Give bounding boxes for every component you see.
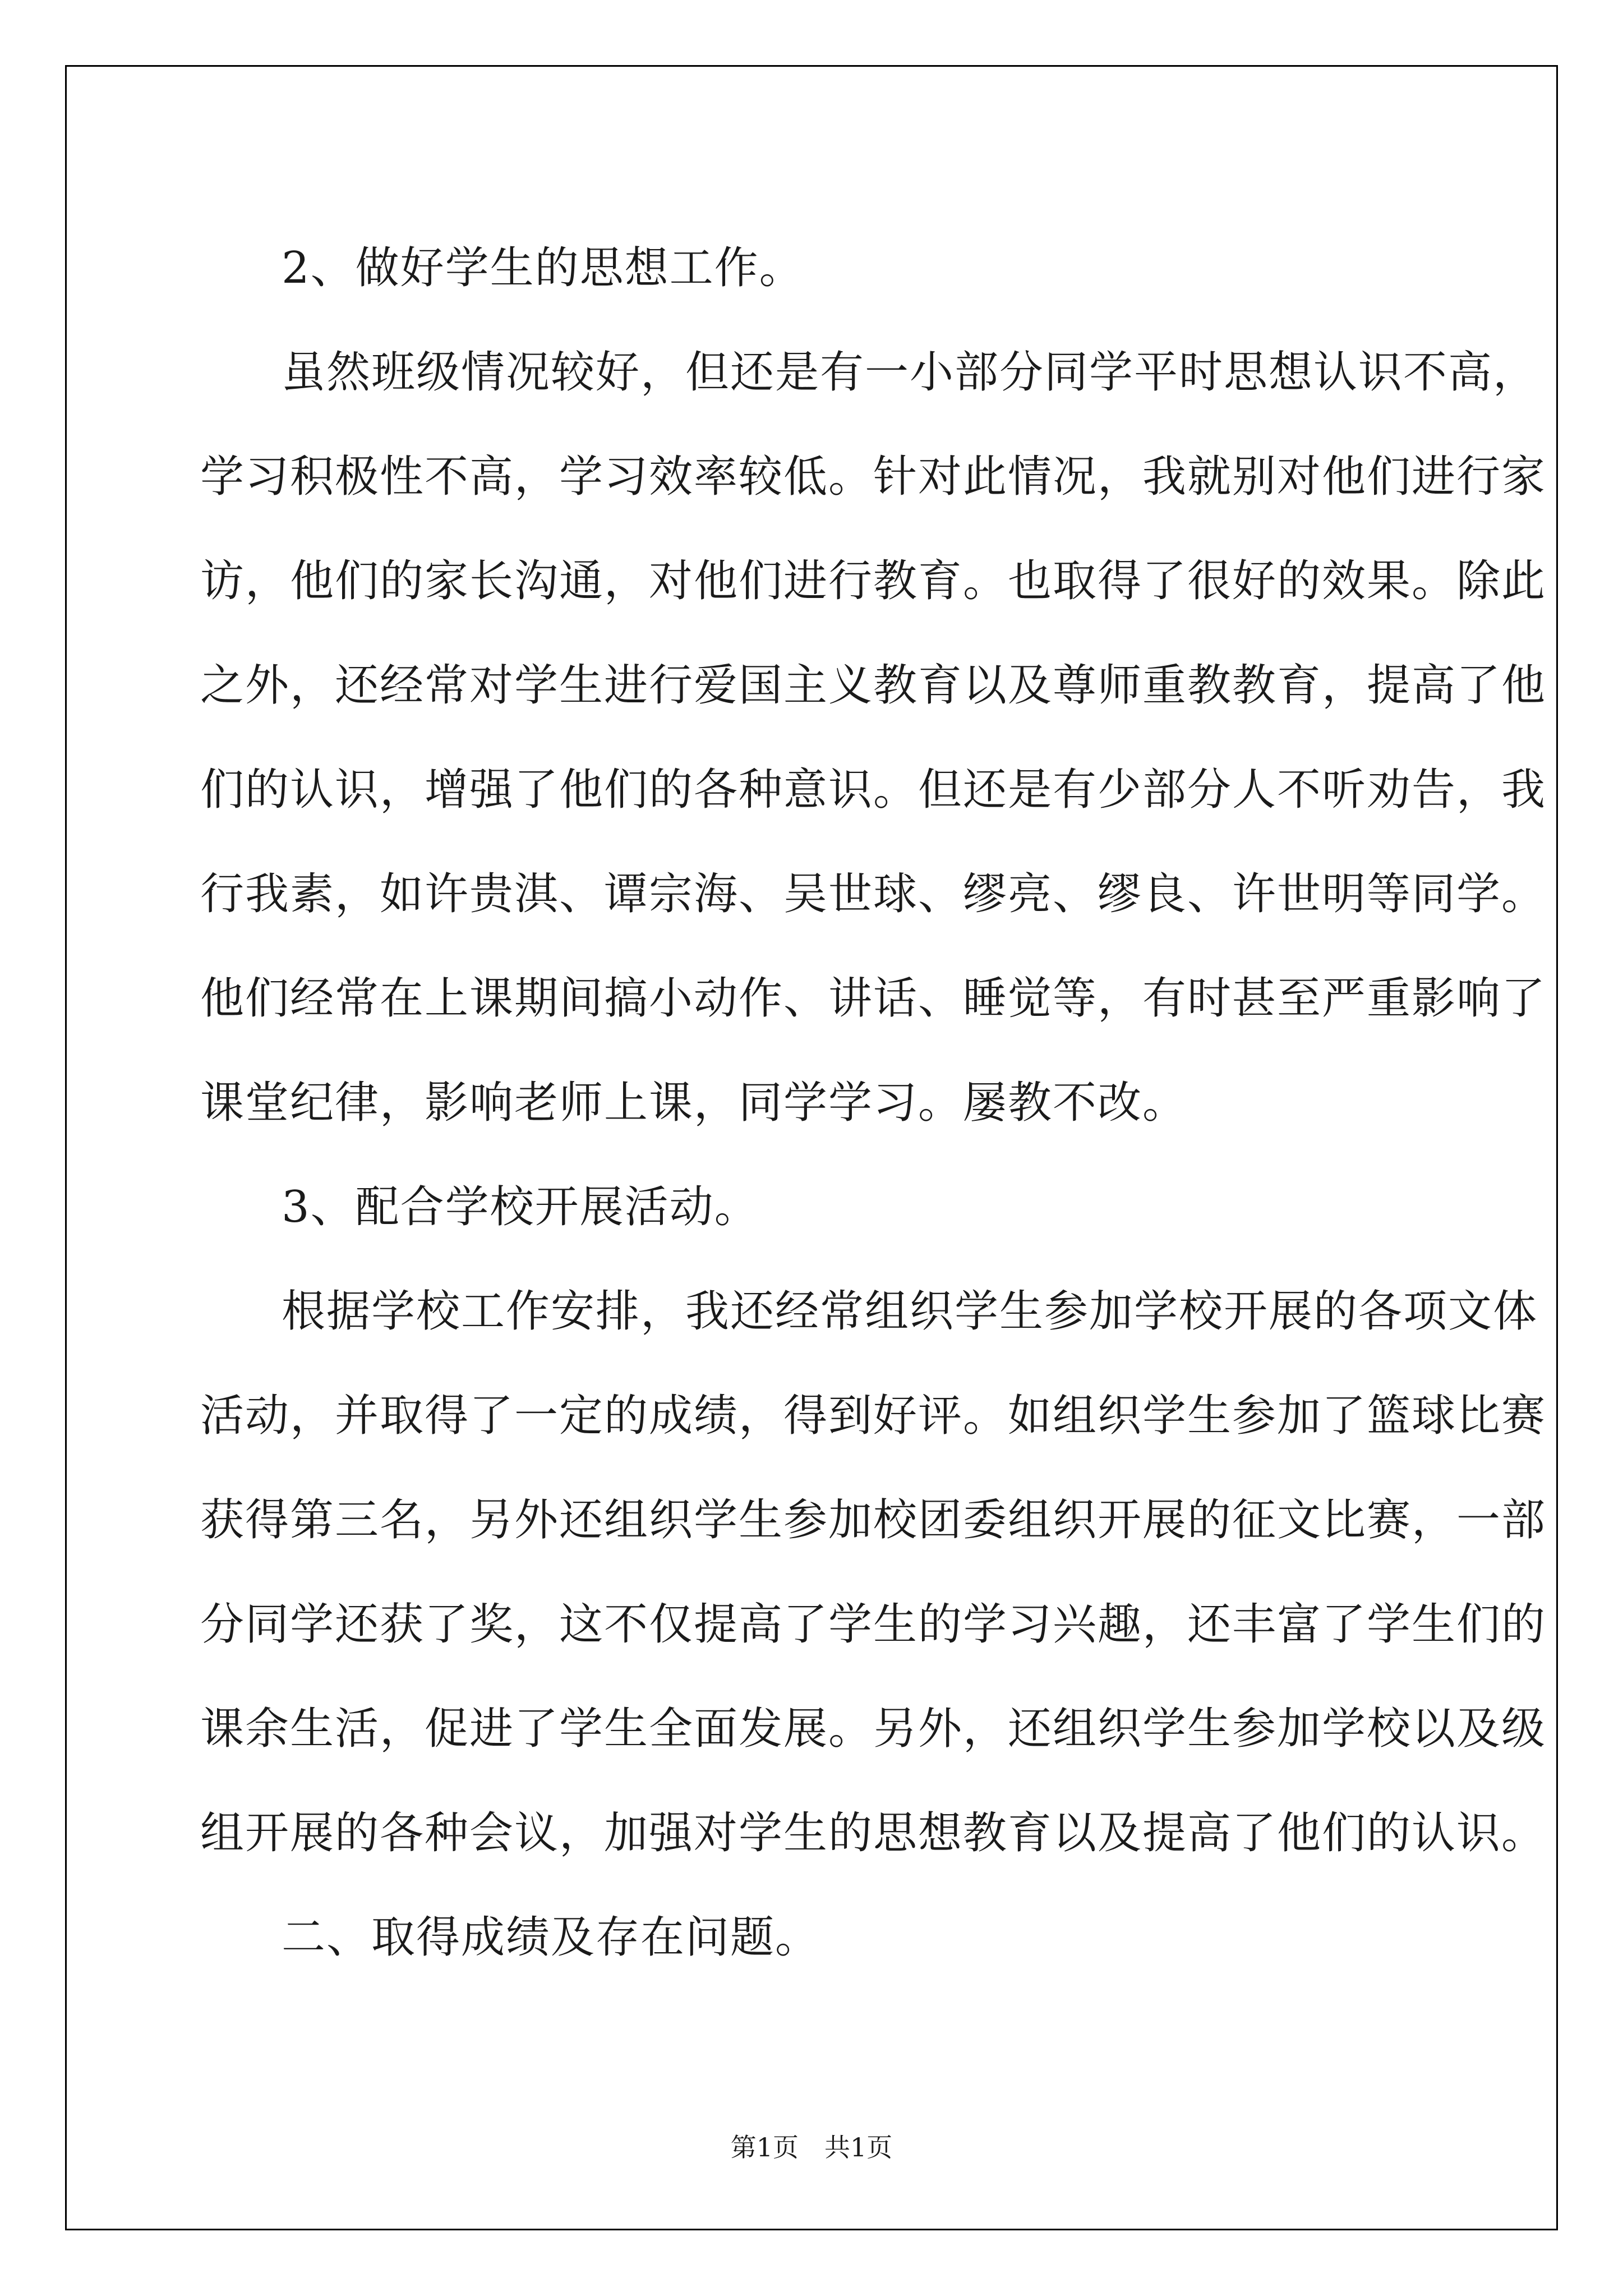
paragraph-line: 之外，还经常对学生进行爱国主义教育以及尊师重教教育，提高了他 (200, 660, 1547, 711)
page-footer: 第1页 共1页 (730, 2132, 893, 2162)
section-heading: 二、取得成绩及存在问题。 (282, 1912, 820, 1963)
paragraph-line: 活动，并取得了一定的成绩，得到好评。如组织学生参加了篮球比赛 (200, 1391, 1547, 1441)
paragraph (200, 1259, 1547, 1885)
section-heading: 3、配合学校开展活动。 (282, 1182, 759, 1232)
paragraph-line: 根据学校工作安排，我还经常组织学生参加学校开展的各项文体 (282, 1286, 1538, 1337)
paragraph-line: 虽然班级情况较好，但还是有一小部分同学平时思想认识不高， (282, 347, 1538, 398)
section-heading: 2、做好学生的思想工作。 (282, 243, 804, 293)
paragraph-line: 课余生活，促进了学生全面发展。另外，还组织学生参加学校以及级 (200, 1704, 1547, 1754)
paragraph-line: 分同学还获了奖，这不仅提高了学生的学习兴趣，还丰富了学生们的 (200, 1599, 1547, 1650)
paragraph (200, 320, 1547, 1155)
paragraph-line: 获得第三名，另外还组织学生参加校团委组织开展的征文比赛，一部 (200, 1495, 1547, 1545)
paragraph-line: 组开展的各种会议，加强对学生的思想教育以及提高了他们的认识。 (200, 1808, 1547, 1858)
document-body (200, 216, 1547, 1990)
paragraph-line: 们的认识，增强了他们的各种意识。但还是有少部分人不听劝告，我 (200, 765, 1547, 815)
paragraph-line: 访，他们的家长沟通，对他们进行教育。也取得了很好的效果。除此 (200, 556, 1547, 606)
paragraph-line: 学习积极性不高，学习效率较低。针对此情况，我就别对他们进行家 (200, 452, 1547, 502)
paragraph-line: 他们经常在上课期间搞小动作、讲话、睡觉等，有时甚至严重影响了 (200, 973, 1547, 1024)
paragraph-line: 课堂纪律，影响老师上课，同学学习。屡教不改。 (200, 1078, 1188, 1128)
paragraph-line: 行我素，如许贵淇、谭宗海、吴世球、缪亮、缪良、许世明等同学。 (200, 869, 1547, 919)
